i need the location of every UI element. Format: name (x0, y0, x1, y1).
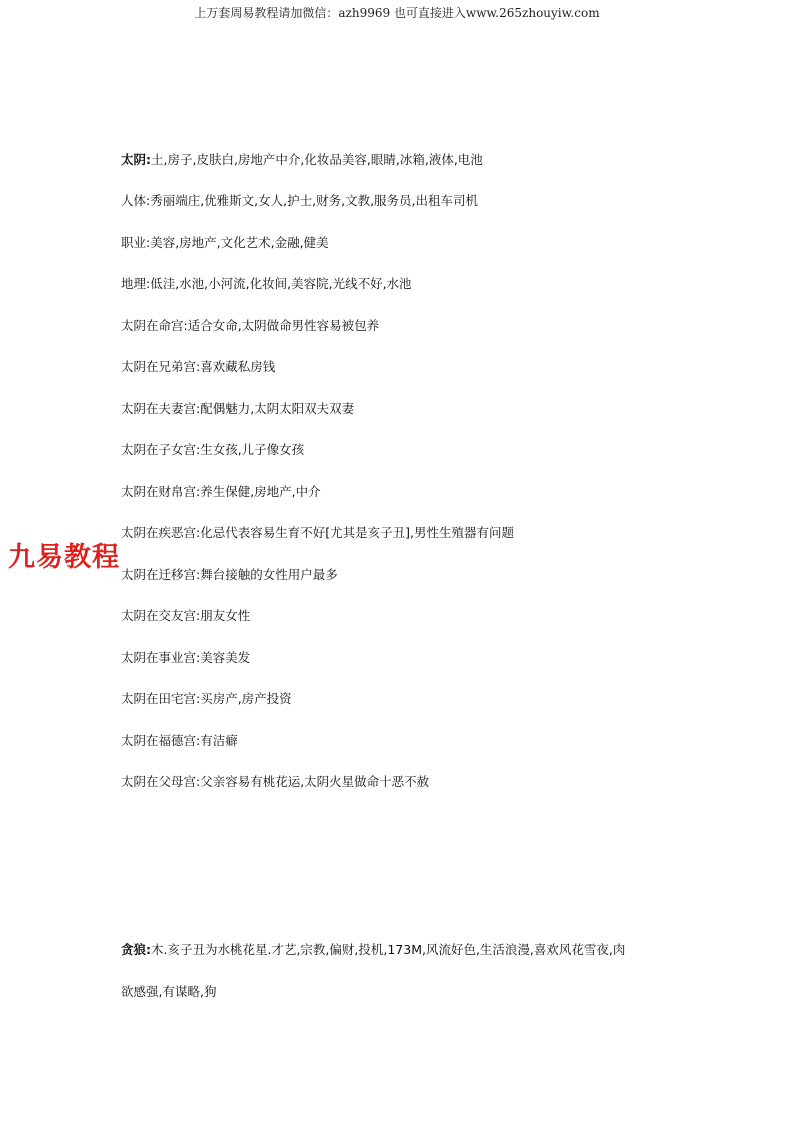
watermark-logo: 九易教程 (8, 542, 120, 573)
taiyin-intro-text: 土,房子,皮肤白,房地产中介,化妆品美容,眼睛,冰箱,液体,电池 (151, 152, 483, 167)
taiyin-line: 太阴在父母宫:父亲容易有桃花运,太阴火星做命十恶不赦 (121, 774, 430, 789)
taiyin-line: 太阴在夫妻宫:配偶魅力,太阴太阳双夫双妻 (121, 401, 355, 416)
taiyin-line: 太阴在命宫:适合女命,太阴做命男性容易被包养 (121, 318, 380, 333)
tanlang-intro-text: 木.亥子丑为水桃花星.才艺,宗教,偏财,投机,173M,风流好色,生活浪漫,喜欢风花雪夜,肉 (151, 942, 626, 957)
taiyin-line: 太阴在事业宫:美容美发 (121, 650, 251, 665)
taiyin-line: 太阴在交友宫:朋友女性 (121, 608, 251, 623)
taiyin-line: 职业:美容,房地产,文化艺术,金融,健美 (121, 235, 329, 250)
taiyin-line: 太阴在迁移宫:舞台接触的女性用户最多 (121, 567, 338, 582)
taiyin-label: 太阴: (121, 152, 151, 167)
page-header: 上万套周易教程请加微信：azh9969 也可直接进入www.265zhouyiw.com (194, 6, 600, 20)
taiyin-line: 太阴在财帛宫:养生保健,房地产,中介 (121, 484, 321, 499)
taiyin-line: 人体:秀丽端庄,优雅斯文,女人,护士,财务,文教,服务员,出租车司机 (121, 193, 479, 208)
taiyin-line: 太阴在兄弟宫:喜欢藏私房钱 (121, 359, 276, 374)
taiyin-line: 地理:低洼,水池,小河流,化妆间,美容院,光线不好,水池 (121, 276, 412, 291)
tanlang-continuation-line: 欲感强,有谋略,狗 (121, 984, 217, 999)
tanlang-label: 贪狼: (121, 942, 151, 957)
taiyin-line: 太阴在子女宫:生女孩,儿子像女孩 (121, 442, 305, 457)
tanlang-intro-line (121, 941, 625, 959)
taiyin-line: 太阴在福德宫:有洁癖 (121, 733, 238, 748)
taiyin-line: 太阴在疾恶宫:化忌代表容易生育不好[尤其是亥子丑],男性生殖器有问题 (121, 525, 514, 540)
taiyin-intro-line (121, 151, 483, 169)
taiyin-line: 太阴在田宅宫:买房产,房产投资 (121, 691, 292, 706)
